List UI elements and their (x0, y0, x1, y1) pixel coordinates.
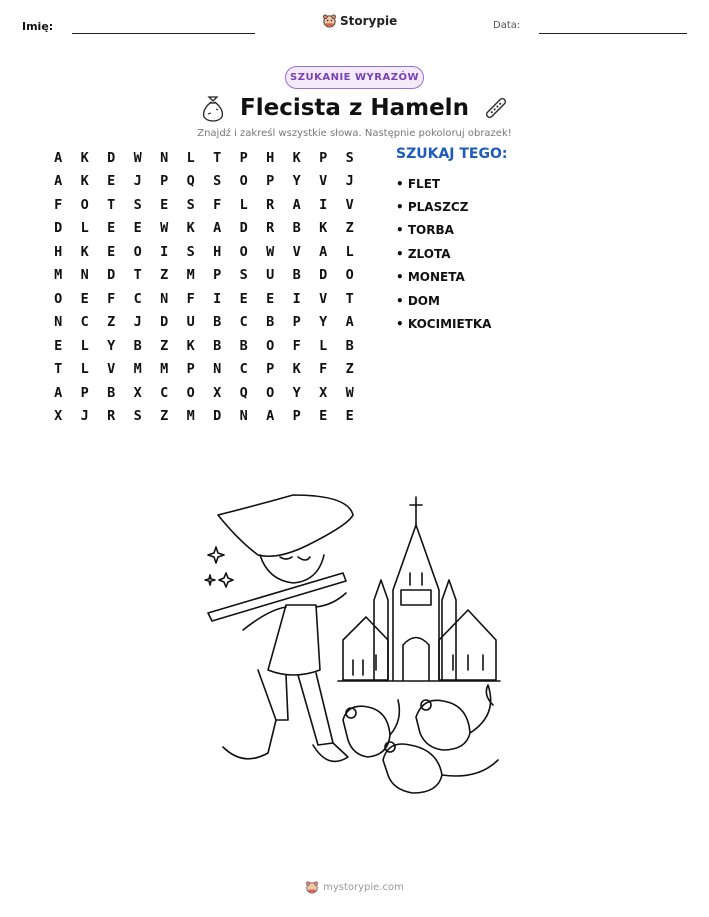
grid-letter[interactable]: X (54, 408, 63, 425)
grid-letter[interactable]: E (266, 290, 275, 307)
grid-letter[interactable]: M (133, 361, 142, 378)
grid-letter[interactable]: S (133, 408, 142, 425)
grid-letter[interactable]: S (213, 173, 222, 190)
word-list-item: • DOM (396, 293, 440, 308)
grid-letter[interactable]: E (345, 408, 354, 425)
grid-letter[interactable]: B (213, 314, 222, 331)
word-list-item: • MONETA (396, 270, 465, 285)
grid-letter[interactable]: H (54, 243, 63, 260)
grid-letter[interactable]: L (186, 149, 195, 166)
grid-letter[interactable]: K (80, 173, 89, 190)
grid-letter[interactable]: K (292, 361, 301, 378)
grid-letter[interactable]: B (292, 267, 301, 284)
title-row (0, 90, 709, 126)
grid-letter[interactable]: K (186, 337, 195, 354)
grid-letter[interactable]: V (107, 361, 116, 378)
grid-letter[interactable]: O (345, 267, 354, 284)
grid-letter[interactable]: W (133, 149, 142, 166)
grid-letter[interactable]: C (80, 314, 89, 331)
grid-letter[interactable]: E (133, 220, 142, 237)
grid-letter[interactable]: J (80, 408, 89, 425)
pied-piper-coloring-illustration[interactable] (198, 485, 508, 805)
piper-drawing (208, 495, 353, 761)
name-line[interactable] (72, 33, 255, 34)
word-search-grid[interactable] (45, 146, 363, 428)
activity-badge: SZUKANIE WYRAZÓW (285, 66, 424, 89)
grid-letter[interactable]: M (186, 408, 195, 425)
grid-letter[interactable]: F (54, 196, 63, 213)
grid-letter[interactable]: J (133, 173, 142, 190)
grid-letter[interactable]: N (160, 149, 169, 166)
grid-letter[interactable]: Z (160, 408, 169, 425)
grid-letter[interactable]: E (160, 196, 169, 213)
grid-letter[interactable]: X (133, 384, 142, 401)
grid-letter[interactable]: V (319, 290, 328, 307)
grid-letter[interactable]: U (186, 314, 195, 331)
grid-letter[interactable]: X (319, 384, 328, 401)
grid-letter[interactable]: M (54, 267, 63, 284)
grid-letter[interactable]: C (160, 384, 169, 401)
grid-letter[interactable]: E (54, 337, 63, 354)
grid-letter[interactable]: P (319, 149, 328, 166)
grid-letter[interactable]: C (239, 314, 248, 331)
grid-letter[interactable]: T (107, 196, 116, 213)
grid-letter[interactable]: B (266, 314, 275, 331)
grid-letter[interactable]: A (54, 384, 63, 401)
grid-letter[interactable]: K (80, 243, 89, 260)
grid-letter[interactable]: O (133, 243, 142, 260)
grid-letter[interactable]: E (107, 173, 116, 190)
grid-letter[interactable]: C (239, 361, 248, 378)
grid-letter[interactable]: Q (239, 384, 248, 401)
grid-letter[interactable]: Y (107, 337, 116, 354)
grid-letter[interactable]: B (239, 337, 248, 354)
word-list-item: • PLASZCZ (396, 200, 469, 215)
grid-letter[interactable]: O (239, 243, 248, 260)
grid-letter[interactable]: A (319, 243, 328, 260)
grid-letter[interactable]: E (107, 243, 116, 260)
grid-letter[interactable]: N (239, 408, 248, 425)
grid-letter[interactable]: C (133, 290, 142, 307)
grid-letter[interactable]: U (266, 267, 275, 284)
grid-letter[interactable]: T (54, 361, 63, 378)
grid-letter[interactable]: R (107, 408, 116, 425)
grid-letter[interactable]: J (133, 314, 142, 331)
grid-letter[interactable]: L (80, 220, 89, 237)
word-list-heading: SZUKAJ TEGO: (396, 146, 508, 162)
grid-letter[interactable]: M (186, 267, 195, 284)
grid-letter[interactable]: A (54, 149, 63, 166)
sparkles-drawing (205, 547, 233, 587)
word-list-item: • TORBA (396, 223, 454, 238)
money-bag-icon (200, 94, 226, 122)
grid-letter[interactable]: B (292, 220, 301, 237)
grid-letter[interactable]: D (213, 408, 222, 425)
footer-link[interactable]: mystorypie.com (323, 881, 404, 893)
grid-letter[interactable]: R (266, 220, 275, 237)
page-title: Flecista z Hameln (240, 95, 469, 121)
grid-letter[interactable]: H (213, 243, 222, 260)
grid-letter[interactable]: L (239, 196, 248, 213)
grid-letter[interactable]: Z (345, 220, 354, 237)
grid-letter[interactable]: P (292, 314, 301, 331)
grid-letter[interactable]: F (107, 290, 116, 307)
grid-letter[interactable]: I (160, 243, 169, 260)
word-list-item: • KOCIMIETKA (396, 317, 492, 332)
grid-letter[interactable]: N (80, 267, 89, 284)
grid-letter[interactable]: L (80, 337, 89, 354)
grid-letter[interactable]: N (54, 314, 63, 331)
grid-letter[interactable]: P (80, 384, 89, 401)
grid-letter[interactable]: P (239, 149, 248, 166)
grid-letter[interactable]: N (160, 290, 169, 307)
grid-letter[interactable]: L (345, 243, 354, 260)
rats-drawing (343, 685, 498, 793)
word-list-item: • ZLOTA (396, 246, 451, 261)
grid-letter[interactable]: P (160, 173, 169, 190)
grid-letter[interactable]: E (319, 408, 328, 425)
brand-logo (322, 13, 397, 28)
grid-letter[interactable]: O (186, 384, 195, 401)
grid-letter[interactable]: E (107, 220, 116, 237)
grid-letter[interactable]: S (239, 267, 248, 284)
grid-letter[interactable]: S (186, 196, 195, 213)
brand-name: Storypie (340, 13, 398, 28)
grid-letter[interactable]: B (345, 337, 354, 354)
grid-letter[interactable]: L (319, 337, 328, 354)
grid-letter[interactable]: D (54, 220, 63, 237)
grid-letter[interactable]: W (266, 243, 275, 260)
grid-letter[interactable]: A (213, 220, 222, 237)
grid-letter[interactable]: F (319, 361, 328, 378)
grid-letter[interactable]: A (292, 196, 301, 213)
grid-letter[interactable]: Z (160, 267, 169, 284)
footer (0, 880, 709, 894)
grid-letter[interactable]: S (345, 149, 354, 166)
grid-letter[interactable]: K (186, 220, 195, 237)
grid-letter[interactable]: T (133, 267, 142, 284)
grid-letter[interactable]: D (107, 149, 116, 166)
grid-letter[interactable]: Q (186, 173, 195, 190)
word-list-item: • FLET (396, 176, 441, 191)
grid-letter[interactable]: T (345, 290, 354, 307)
grid-letter[interactable]: W (160, 220, 169, 237)
grid-letter[interactable]: I (319, 196, 328, 213)
grid-letter[interactable]: T (213, 149, 222, 166)
grid-letter[interactable]: B (133, 337, 142, 354)
grid-letter[interactable]: X (213, 384, 222, 401)
grid-letter[interactable]: D (239, 220, 248, 237)
grid-letter[interactable]: H (266, 149, 275, 166)
grid-letter[interactable]: O (266, 384, 275, 401)
date-label: Data: (493, 20, 521, 31)
storypie-logo-icon (305, 880, 319, 894)
grid-letter[interactable]: V (345, 196, 354, 213)
grid-letter[interactable]: F (292, 337, 301, 354)
grid-letter[interactable]: A (266, 408, 275, 425)
grid-letter[interactable]: D (107, 267, 116, 284)
grid-letter[interactable]: S (186, 243, 195, 260)
grid-letter[interactable]: O (266, 337, 275, 354)
grid-letter[interactable]: O (80, 196, 89, 213)
grid-letter[interactable]: Y (319, 314, 328, 331)
grid-letter[interactable]: I (292, 290, 301, 307)
storypie-logo-icon (322, 13, 337, 28)
grid-letter[interactable]: Z (160, 337, 169, 354)
grid-letter[interactable]: W (345, 384, 354, 401)
grid-letter[interactable]: P (213, 267, 222, 284)
grid-letter[interactable]: D (319, 267, 328, 284)
date-line[interactable] (539, 33, 687, 34)
grid-letter[interactable]: M (160, 361, 169, 378)
grid-letter[interactable]: O (54, 290, 63, 307)
grid-letter[interactable]: E (80, 290, 89, 307)
grid-letter[interactable]: B (213, 337, 222, 354)
grid-letter[interactable]: P (266, 361, 275, 378)
grid-letter[interactable]: P (292, 408, 301, 425)
grid-letter[interactable]: L (80, 361, 89, 378)
grid-letter[interactable]: B (107, 384, 116, 401)
grid-letter[interactable]: K (292, 149, 301, 166)
grid-letter[interactable]: D (160, 314, 169, 331)
grid-letter[interactable]: K (319, 220, 328, 237)
grid-letter[interactable]: A (54, 173, 63, 190)
grid-letter[interactable]: A (345, 314, 354, 331)
grid-letter[interactable]: P (186, 361, 195, 378)
grid-letter[interactable]: R (266, 196, 275, 213)
grid-letter[interactable]: V (319, 173, 328, 190)
flute-icon (483, 94, 509, 122)
grid-letter[interactable]: N (213, 361, 222, 378)
grid-letter[interactable]: Y (292, 173, 301, 190)
grid-letter[interactable]: F (213, 196, 222, 213)
grid-letter[interactable]: P (266, 173, 275, 190)
grid-letter[interactable]: E (239, 290, 248, 307)
grid-letter[interactable]: I (213, 290, 222, 307)
instructions: Znajdź i zakreśl wszystkie słowa. Następnie pokoloruj obrazek! (197, 128, 512, 139)
grid-letter[interactable]: K (80, 149, 89, 166)
grid-letter[interactable]: Z (107, 314, 116, 331)
grid-letter[interactable]: V (292, 243, 301, 260)
grid-letter[interactable]: Y (292, 384, 301, 401)
grid-letter[interactable]: F (186, 290, 195, 307)
grid-letter[interactable]: Z (345, 361, 354, 378)
word-list (396, 172, 491, 336)
grid-letter[interactable]: J (345, 173, 354, 190)
church-town-drawing (338, 497, 500, 681)
name-label: Imię: (22, 20, 54, 33)
grid-letter[interactable]: S (133, 196, 142, 213)
grid-letter[interactable]: O (239, 173, 248, 190)
